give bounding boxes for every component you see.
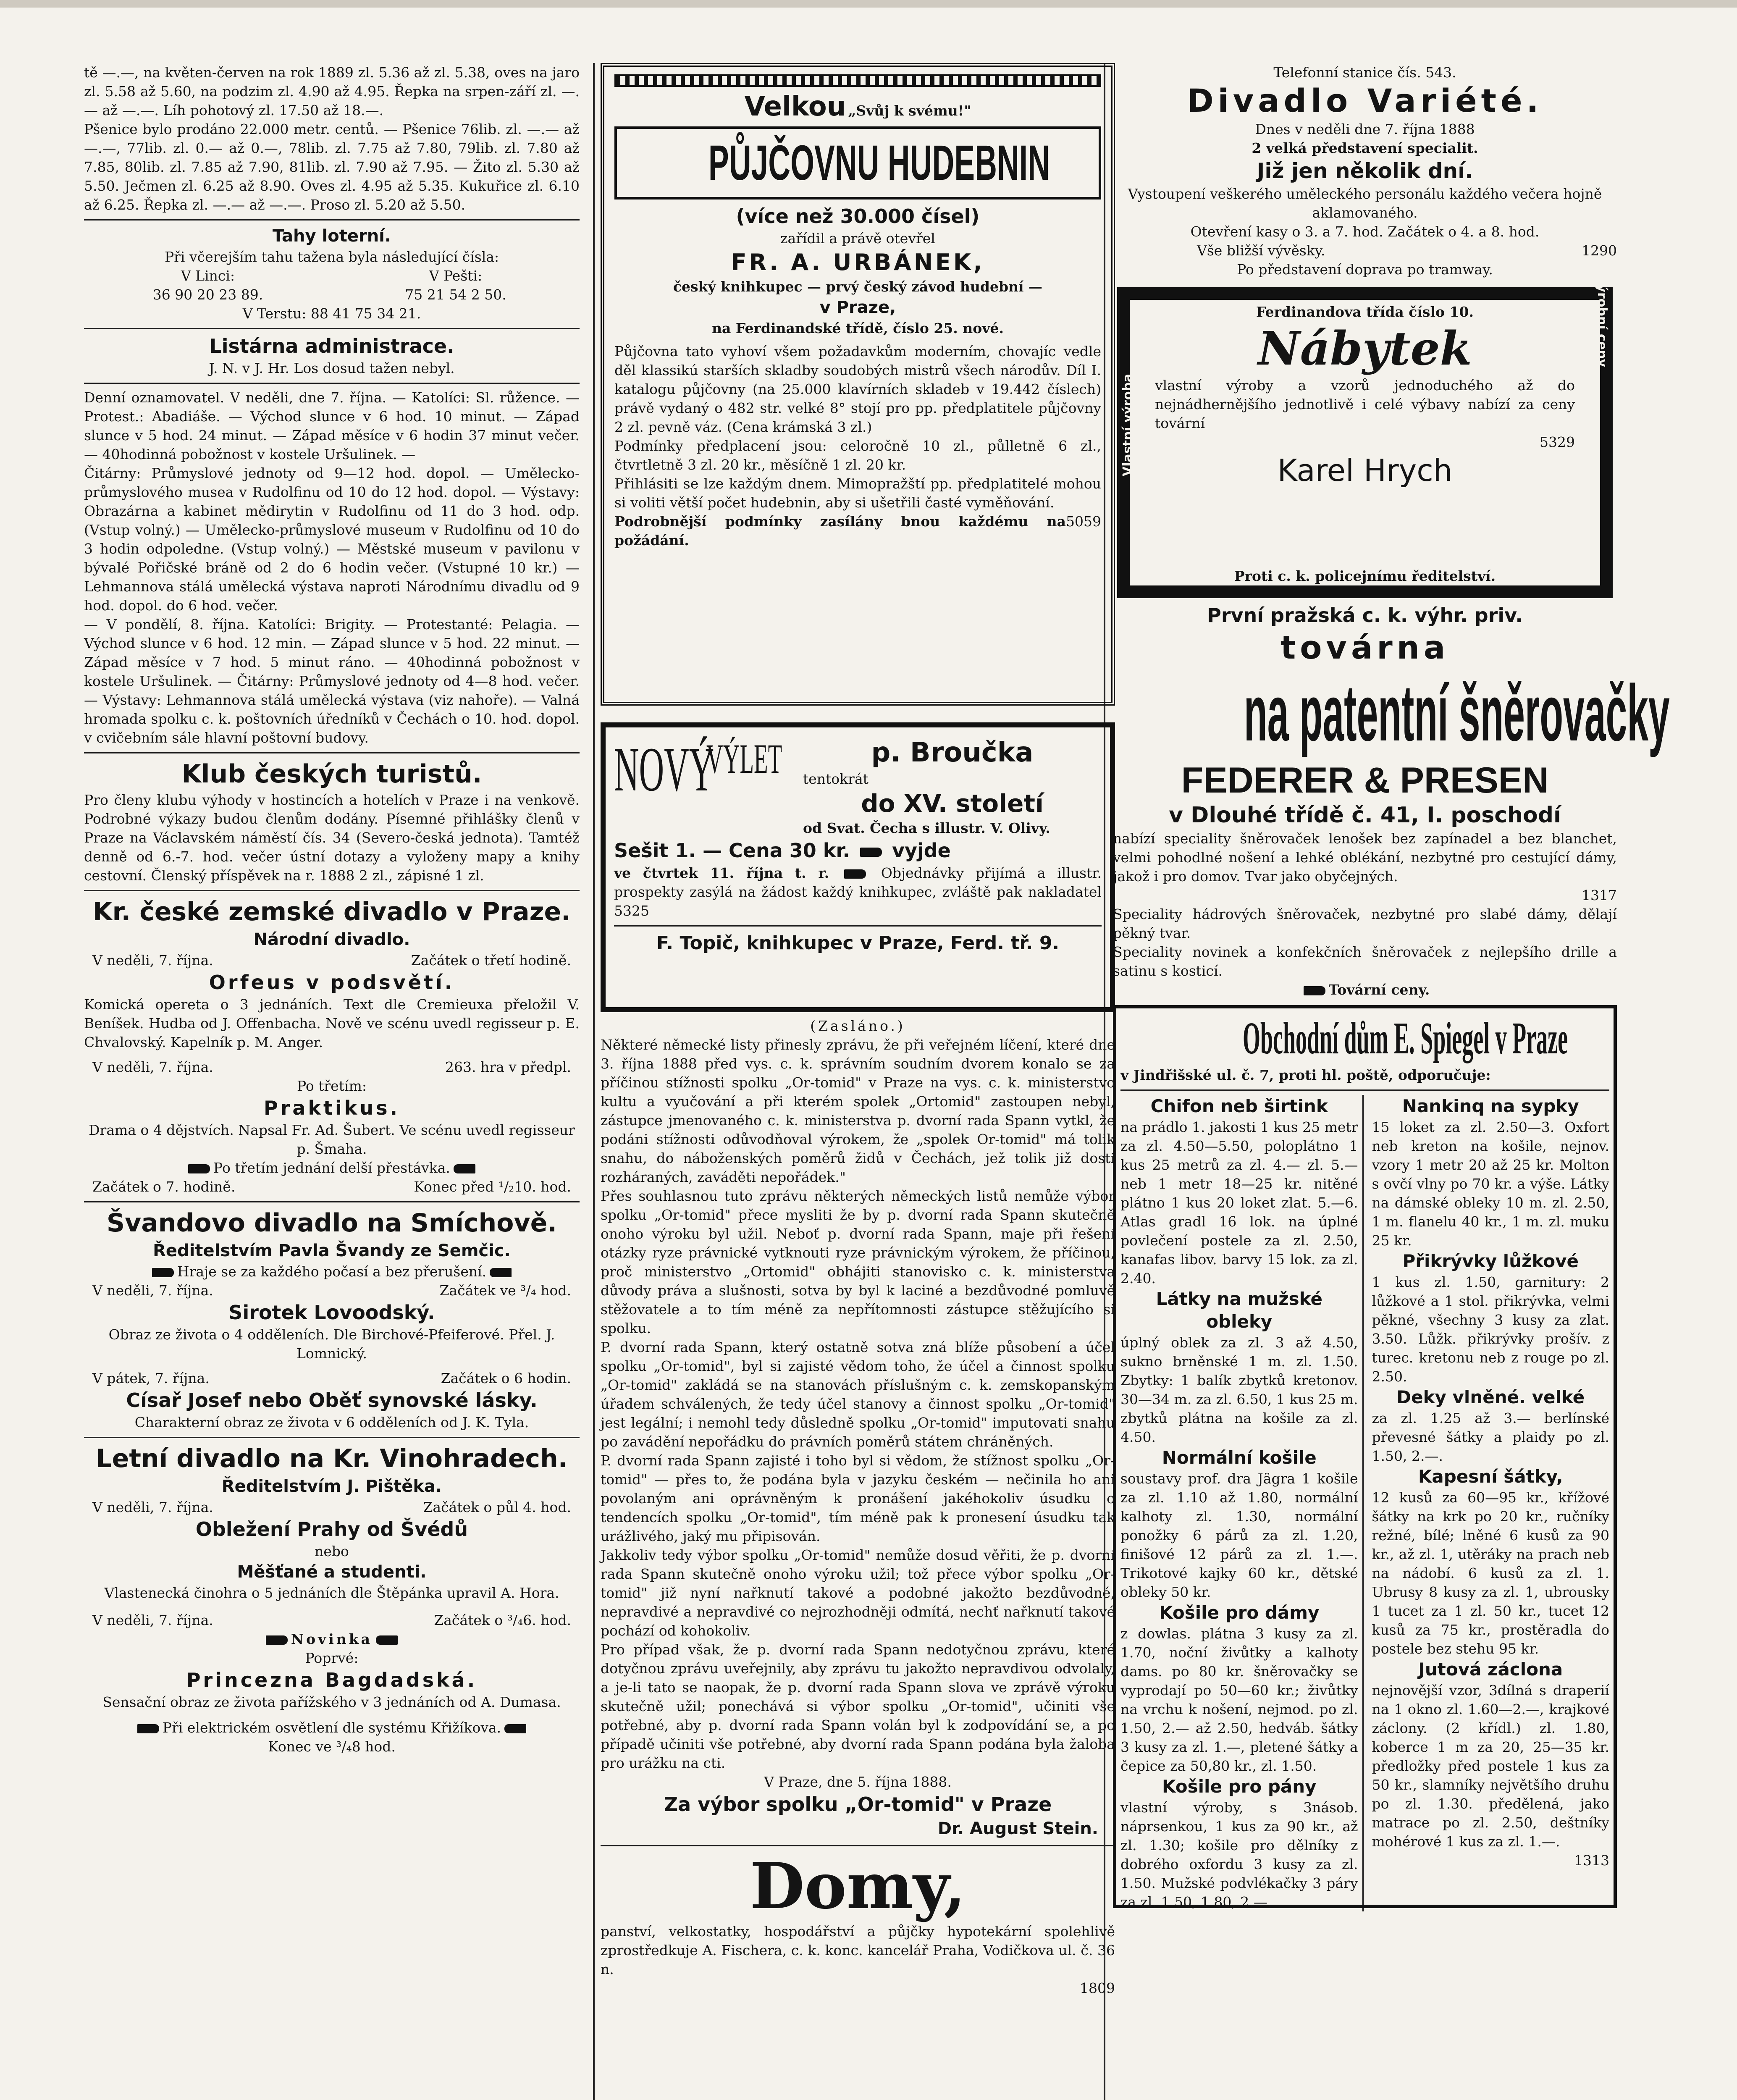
- nabytek-ad: [1117, 274, 1613, 598]
- vinohrady-schedule-2: [84, 1611, 580, 1630]
- zaslano-signed: Dr. August Stein.: [937, 1819, 1098, 1838]
- nabytek-right: Výrobní ceny: [1595, 274, 1609, 367]
- vinohrady-light-row: [84, 1718, 580, 1737]
- column-1: [84, 63, 580, 1756]
- vinohrady-schedule: [84, 1498, 580, 1517]
- theatre-times-2: [84, 1177, 580, 1196]
- divider: [1120, 1089, 1609, 1091]
- nabytek-inner-border: [1130, 300, 1600, 585]
- zaslano-para: Jakkoliv tedy výbor spolku „Or-tomid" nemůže dosud věřiti, že p. dvorní rada Spann skutečně onoho výroku užil; tož přece výbor spolku „Or-tomid" již nyní nařknutí takové a podobné jakožto bezdůvodné, nepravdivé a nepravdivé co nejrozhodněji odmítá, nechť nařknutí takové pochází od kohokoliv.: [601, 1547, 1115, 1639]
- svanda-weather-row: [84, 1262, 580, 1281]
- svanda-start-2: Začátek o 6 hodin.: [441, 1370, 571, 1386]
- theatre-schedule-2: [84, 1058, 580, 1076]
- theatre-schedule: [84, 951, 580, 970]
- daily-notice: Čitárny: Průmyslové jednoty od 9—12 hod. dopol. — Umělecko-průmyslového musea v Rudolfinu od 10 do 12 hod. dopol. — Výstavy: Obrazárna a kabinet mědirytin v Rudolfinu od 11 do 3 hod. odp. (Vstup volný.) — Umělecko-průmyslové museum v Rudolfinu od 10 do 3 hodin odpoledne. (Vstup volný.) — Městské museum v pavilonu v bývalé Pořičské bráně od 2 do 6 hodin večer. (Vstupné 10 kr.) — Lehmannova stálá umělecká výstava naproti Národnímu divadlu od 9 hod. dopol. do 6 hod. večer.: [84, 465, 580, 614]
- tourists-title: Klub českých turistů.: [181, 759, 482, 789]
- hudebnin-owner: FR. A. URBÁNEK,: [731, 249, 985, 276]
- theatre-start-2: Začátek o 7. hodině.: [92, 1179, 236, 1195]
- federer-tovarna: továrna: [1280, 629, 1450, 666]
- spiegel-offer-heading: Jutová záclona: [1418, 1659, 1563, 1680]
- federer-text: nabízí speciality šněrovaček lenošek bez zapínadel a bez blanchet, velmi pohodlné nošení a lehké oblékání, nezbytné pro cestující dámy, jakož i pro domov. Tvar jako obyčejných.: [1113, 830, 1617, 885]
- spiegel-offer-text: na prádlo 1. jakosti 1 kus 25 metr za zl. 4.50—5.50, poloplátno 1 kus 25 metrů za zl. 4.— zl. 5.— neb 1 metr 18—25 kr. nitěné plátno 1 kus 20 loket zlat. 5.—6. Atlas gradl 16 lok. na úplné povlečení postele za zl. 2.50, kanafas libov. barvy 15 lok. za zl. 2.40.: [1120, 1119, 1358, 1286]
- vinohrady-desc: Vlastenecká činohra o 5 jednáních dle Štěpánka upravil A. Hora.: [104, 1585, 559, 1601]
- svanda-director: Ředitelstvím Pavla Švandy ze Semčic.: [153, 1241, 511, 1260]
- spiegel-offer-heading: Kapesní šátky,: [1418, 1466, 1563, 1487]
- column-rule-left: [593, 63, 595, 2100]
- daily-notice: — V pondělí, 8. října. Katolíci: Brigity. — Protestanté: Pelagia. — Východ slunce v 6 hod. 12 min. — Západ slunce v 5 hod. 22 minut. — Západ měsíce v 7 hod. 5 minut ráno. — 40hodinná pobožnost v kostele Uršulinek. — Čitárny: Průmyslové jednoty od 4—8 hod. večer. — Výstavy: Lehmannova stálá umělecká výstava (viz nahoře). — Valná hromada spolku c. k. poštovních úředníků v Čechách o 10. hod. dopol. v cvičebním sále hlavní poštovní budovy.: [84, 616, 580, 746]
- spiegel-addr: v Jindřišské ul. č. 7, proti hl. poště, odporučuje:: [1120, 1067, 1491, 1083]
- hudebnin-detail: Podrobnější podmínky zasílány bnou každému na požádání.: [614, 513, 1066, 549]
- hudebnin-count: (více než 30.000 čísel): [736, 205, 980, 228]
- vinohrady-play-b: Měšťané a studenti.: [237, 1562, 427, 1582]
- hudebnin-title-box: [614, 126, 1101, 200]
- federer-firm: FEDERER & PRESEN: [1181, 760, 1549, 801]
- zaslano-place: V Praze, dne 5. října 1888.: [764, 1774, 952, 1790]
- divider: [601, 1845, 1115, 1846]
- theatre-pause-text: Po třetím jednání delší přestávka.: [213, 1160, 450, 1176]
- federer-addr: v Dlouhé třídě č. 41, I. poschodí: [1169, 803, 1561, 828]
- vinohrady-first: Poprvé:: [305, 1650, 359, 1666]
- svanda-desc-2: Charakterní obraz ze života v 6 odděleních od J. K. Tyla.: [134, 1414, 529, 1431]
- hudebnin-num: 5059: [1066, 513, 1101, 530]
- variete-more-row: [1113, 241, 1617, 260]
- spiegel-offer-text: vlastní výroby, s 3násob. náprsenkou, 1 kus za 90 kr., až zl. 1.30; košile pro dělníky z dobrého oxfordu 3 kusy za zl. 1.50. Mužské podvlékačky 3 páry za zl. 1.50, 1.80, 2.—.: [1120, 1799, 1358, 1910]
- pointing-hand-icon: [504, 1724, 526, 1733]
- spiegel-offer-text: soustavy prof. dra Jägra 1 košile za zl. 1.10 až 1.80, normální kalhoty zl. 1.30, normální ponožky 6 párů za zl. 1.20, finišové 12 párů za zl. 1.—. Trikotové kajky 60 kr., dětské obleky 50 kr.: [1120, 1470, 1358, 1600]
- spiegel-offers: [1120, 1095, 1609, 1911]
- pointing-hand-icon: [844, 869, 866, 879]
- pointing-hand-icon: [1304, 986, 1325, 995]
- variete-phone: Telefonní stanice čís. 543.: [1273, 64, 1456, 81]
- broucek-publisher: F. Topič, knihkupec v Praze, Ferd. tř. 9.: [656, 932, 1060, 954]
- broucek-right: [803, 736, 1102, 837]
- svanda-desc: Obraz ze života o 4 odděleních. Dle Birchové-Pfeiferové. Přel. J. Lomnický.: [108, 1326, 555, 1362]
- federer-spec: Speciality hádrových šněrovaček, nezbytné pro slabé dámy, dělají pěkný tvar.: [1113, 906, 1617, 941]
- federer-prices-row: [1113, 980, 1617, 999]
- svanda-day: V neděli, 7. října.: [92, 1282, 213, 1299]
- hudebnin-city: v Praze,: [819, 298, 896, 317]
- nabytek-title: Nábytek: [1258, 321, 1472, 375]
- page-edge: [0, 0, 1737, 8]
- divider: [84, 1437, 580, 1438]
- theatre-desc-2: Drama o 4 dějstvích. Napsal Fr. Ad. Šubert. Ve scénu uvedl regisseur p. Šmaha.: [89, 1122, 575, 1157]
- theatre-subtitle: Národní divadlo.: [253, 930, 410, 949]
- pointing-hand-icon: [137, 1724, 159, 1733]
- tourists-text: Pro členy klubu výhody v hostincích a hotelích v Praze i na venkově. Podrobné výkazy budou členům dodány. Písemné přihlášky členů v Praze na Václavském náměstí čís. 34 (Severo-česká jednota). Tamtéž denně od 6.-7. hod. večer ústní dotazy a vyloženy mapy a knihy cestovní. Členský příspěvek na r. 1888 2 zl., zápisné 1 zl.: [84, 792, 580, 884]
- broucek-date-row: [614, 864, 1102, 920]
- domy-title: Domy,: [750, 1849, 966, 1923]
- variete-two: 2 velká představení specialit.: [1252, 140, 1478, 156]
- hudebnin-sign: Přihlásiti se lze každým dnem. Mimopražští pp. předplatitelé mohou si voliti větší počet hudebnin, aby si ušetřili časté vyměňování.: [614, 475, 1101, 511]
- federer-spec-2: Speciality novinek a konfekčních šněrovaček z nejlepšího drille a satinu s kosticí.: [1113, 944, 1617, 979]
- pointing-hand-icon: [152, 1268, 174, 1277]
- nabytek-name: Karel Hrych: [1277, 453, 1453, 488]
- domy-num: 1809: [1080, 1980, 1115, 1996]
- zaslano-para: Pro případ však, že p. dvorní rada Spann nedotyčnou zprávu, které dotyčnou zprávu uveřejnily, aby zprávu tu jakožto nepravdivou odvolaly, a je-li tato se naopak, že p. dvorní rada Spann slova ve zprávě výroku skutečně užil; ponechává si výbor spolku „Or-tomid", učiniti vše potřebné, aby p. dvorní rada Spann volán byl k zodpovídání se, a po případě učiniti vše potřebné, aby dvorní rada Spann podána byla žaloba pro urážku na cti.: [601, 1641, 1115, 1771]
- hudebnin-terms: Podmínky předplacení jsou: celoročně 10 zl., půlletně 6 zl., čtvrtletně 3 zl. 20 kr., měsíčně 1 zl. 20 kr.: [614, 438, 1101, 473]
- spiegel-offer-text: 1 kus zl. 1.50, garnitury: 2 lůžkové a 1 stol. přikrývka, velmi pěkné, všechny 3 kusy za zlat. 3.50. Lůžk. přikrývky prošív. z turec. kretonu neb z rouge po zl. 2.50.: [1372, 1274, 1609, 1385]
- hudebnin-motto: „Svůj k svému!": [848, 102, 971, 119]
- divider: [84, 1201, 580, 1202]
- spiegel-offer-heading: Chifon neb širtink: [1150, 1096, 1328, 1116]
- zaslano-title: (Zasláno.): [810, 1018, 905, 1034]
- spiegel-offer-text: nejnovější vzor, 3dílná s draperií na 1 okno zl. 1.60—2.—, krajkové záclony. (2 křídl.) zl. 1.80, koberce 1 m za 20, 25—35 kr. předložky před postele 1 kus za 50 kr., slamníky největšího druhu po zl. 1.30. předělená, jako matrace po zl. 2.50, deštníky mohérové 1 kus za zl. 1.—.: [1372, 1682, 1609, 1850]
- variete-text: Vystoupení veškerého uměleckého personálu každého večera hojně aklamovaného.: [1128, 186, 1602, 221]
- svanda-weather: Hraje se za každého počasí a bez přerušení.: [177, 1263, 487, 1280]
- hudebnin-addr: na Ferdinandské třídě, číslo 25. nové.: [712, 320, 1004, 336]
- hudebnin-footer: [614, 512, 1101, 550]
- hudebnin-title: PŮJČOVNU HUDEBNIN: [708, 135, 1050, 191]
- vinohrady-director: Ředitelstvím J. Pištěka.: [221, 1477, 442, 1496]
- domy-text: panství, velkostatky, hospodářství a půjčky hypotekární spolehlivě zprostředkuje A. Fischera, c. k. konc. kancelář Praha, Vodičkova ul. č. 36 n.: [601, 1923, 1115, 1977]
- nabytek-left: Vlastní výroba: [1120, 373, 1135, 476]
- lottery-table: [84, 266, 580, 304]
- spiegel-title-box: [1120, 1012, 1609, 1066]
- variete-more: Vše bližší vývěsky.: [1197, 242, 1325, 259]
- theatre-third: Po třetím:: [296, 1078, 367, 1094]
- spiegel-offer-text: za zl. 1.25 až 3.— berlínské převesné šátky a plaidy po zl. 1.50, 2.—.: [1372, 1410, 1609, 1464]
- spiegel-offer-text: 15 loket za zl. 2.50—3. Oxfort neb kreton na košile, nejnov. vzory 1 metr 20 až 25 kr. Molton s ovčí vlny po 70 kr. a výše. Látky na dámské obleky 10 m. zl. 2.50, 1 m. flanelu 40 kr., 1 m. zl. muku 25 kr.: [1372, 1119, 1609, 1249]
- variete-hours: Otevření kasy o 3. a 7. hod. Začátek o 4. a 8. hod.: [1190, 223, 1540, 240]
- vinohrady-novelty: Novinka: [291, 1631, 373, 1647]
- federer-prices: Tovární ceny.: [1328, 982, 1430, 998]
- variete-num: 1290: [1582, 242, 1617, 259]
- zaslano-para: Některé německé listy přinesly zprávu, že při veřejném líčení, které dne 3. října 1888 před vys. c. k. správním soudním dvorem konalo se za příčinou stížnosti spolku „Or-tomid" v Praze na vys. c. k. ministerstvo kultu a vyučování a při kterém spolek „Ortomid" zastoupen nebyl, zástupce jmenovaného c. k. ministerstva p. dvorní rada Spann vytkl, že podáni stížnosti odůvodňoval výrokem, že „spolek Or-tomid" má tolik snahu, do náboženských poměrů židů v Čechách, jež tolik již dosti rozháraných, zaváděti nepořádek.": [601, 1037, 1115, 1185]
- zaslano-for: Za výbor spolku „Or-tomid" v Praze: [664, 1793, 1052, 1816]
- broucek-title-2: VÝLET: [706, 735, 782, 782]
- variete-today: Dnes v neděli dne 7. října 1888: [1255, 121, 1475, 137]
- lottery-title: Tahy loterní.: [272, 226, 391, 246]
- mailbox-title: Listárna administrace.: [209, 335, 454, 357]
- pointing-hand-icon: [188, 1164, 210, 1173]
- zaslano-para: P. dvorní rada Spann zajisté i toho byl si vědom, že stížnost spolku „Or-tomid" — přes to, že podána byla v jazyku českém — nečinila ho ani povolaným ani oprávněným k pronášení jakéhokoliv úsudku o tendencích spolku „Or-tomid", tím méně pak k pronesení úsudku tak urážlivého, jaký mu připisován.: [601, 1452, 1115, 1544]
- spiegel-offer-heading: Košile pro pány: [1162, 1776, 1317, 1797]
- federer-big-box: [1113, 667, 1670, 759]
- broucek-orders: Objednávky přijímá a illustr. prospekty zasýlá na žádost každý knihkupec, zvláště pak nakladatel: [614, 865, 1102, 900]
- svanda-schedule-2: [84, 1369, 580, 1388]
- vinohrady-start-2: Začátek o ³/₄6. hod.: [434, 1612, 571, 1628]
- broucek-head: [614, 736, 1102, 837]
- pointing-hand-icon: [266, 1635, 288, 1645]
- svanda-day-2: V pátek, 7. října.: [92, 1370, 210, 1386]
- hudebnin-header: [614, 91, 1101, 122]
- vinohrady-light: Při elektrickém osvětlení dle systému Křižíkova.: [162, 1719, 501, 1736]
- federer-big: na patentní šněrovačky: [1244, 669, 1670, 758]
- daily-notice: Denní oznamovatel. V neděli, dne 7. října. — Katolíci: Sl. růžence. — Protest.: Abadiáše. — Východ slunce v 6 hod. 10 minut. — Západ slunce v 5 hod. 24 minut. — Západ měsíce v 6 hodin 37 minut večer. — 40hodinná pobožnost v kostele Uršulinek. —: [84, 389, 580, 462]
- federer-first: První pražská c. k. výhr. priv.: [1207, 604, 1523, 627]
- column-3: [1113, 63, 1670, 1910]
- spiegel-offer-heading: Látky na mužské obleky: [1156, 1289, 1322, 1332]
- vinohrady-day: V neděli, 7. října.: [92, 1499, 213, 1515]
- spiegel-offer-text: z dowlas. plátna 3 kusy za zl. 1.70, noční živůtky a kalhoty dams. po 80 kr. šněrovačky se vyprodají po 50—60 kr.; živůtky na vrchu k nošení, nejmod. po zl. 1.50, 2.— až 2.50, hedváb. šátky 3 kusy za zl. 1.—, pletené šátky a čepice za 50,80 kr., zl. 1.50.: [1120, 1625, 1358, 1774]
- divider: [84, 890, 580, 891]
- nabytek-num: 5329: [1540, 434, 1575, 450]
- broucek-title-3: p. Broučka: [871, 737, 1034, 768]
- broucek-tentokrat: tentokrát: [803, 771, 868, 787]
- broucek-century: do XV. století: [861, 789, 1044, 818]
- broucek-title-1: NOVÝ: [614, 735, 714, 804]
- mailbox-text: J. N. v J. Hr. Los dosud tažen nebyl.: [209, 360, 455, 376]
- vinohrady-end: Konec ve ³/₄8 hod.: [268, 1738, 396, 1755]
- vinohrady-day-2: V neděli, 7. října.: [92, 1612, 213, 1628]
- theatre-pause: [84, 1158, 580, 1177]
- nabytek-top: Ferdinandova třída číslo 10.: [1256, 304, 1474, 320]
- lottery-pest-numbers: 75 21 54 2 50.: [405, 286, 506, 303]
- vinohrady-start: Začátek o půl 4. hod.: [423, 1499, 571, 1515]
- svanda-play: Sirotek Lovoodský.: [228, 1301, 435, 1324]
- spiegel-offer-heading: Přikrývky lůžkové: [1402, 1251, 1579, 1271]
- vinohrady-or: nebo: [315, 1543, 349, 1559]
- theatre-perf: 263. hra v předpl.: [445, 1059, 571, 1075]
- theatre-end-2: Konec před ¹/₂10. hod.: [414, 1179, 571, 1195]
- theatre-start: Začátek o třetí hodině.: [411, 952, 571, 969]
- pointing-hand-icon: [454, 1164, 475, 1173]
- theatre-desc: Komická opereta o 3 jednáních. Text dle Cremieuxa přeložil V. Beníšek. Hudba od J. Offenbacha. Nově ve scénu uvedl regisseur p. E. Chvalovský. Kapelník p. M. Anger.: [84, 996, 580, 1050]
- spiegel-ad: [1113, 1005, 1617, 1908]
- divider: [84, 752, 580, 753]
- spiegel-offer-heading: Deky vlněné. velké: [1396, 1387, 1585, 1407]
- divider: [84, 383, 580, 384]
- pointing-hand-icon: [376, 1635, 398, 1645]
- variete-few: Již jen několik dní.: [1257, 159, 1473, 183]
- zaslano-para: Přes souhlasnou tuto zprávu některých německých listů nemůže výbor spolku „Or-tomid" přece mysliti že by p. dvorní rada Spann skutečně onoho výroku byl užil. Neboť p. dvorní rada Spann, maje při řešení otázky ryze právnické vytknouti ryze právnickým výrokem, že příčinou, proč ministerstvo „Ortomid" obhájiti stanovisko c. k. ministerstva důvody práva a slušnosti, sotva by byl k laciné a bezdůvodné pomluvě stěžovatele a to tím méně za nepřítomnosti zástupce stěžujícího si spolku.: [601, 1188, 1115, 1336]
- broucek-date: ve čtvrtek 11. října t. r.: [614, 865, 829, 881]
- column-2: [601, 63, 1115, 1998]
- spiegel-left-column: [1120, 1095, 1364, 1911]
- vinohrady-play-2: Princezna Bagdadská.: [186, 1669, 478, 1691]
- lottery-trieste: V Terstu: 88 41 75 34 21.: [242, 305, 421, 322]
- divider: [84, 328, 580, 329]
- broucek-author: od Svat. Čecha s illustr. V. Olivy.: [803, 820, 1050, 836]
- broucek-num: 5325: [614, 903, 649, 919]
- lottery-pest-label: V Pešti:: [429, 268, 483, 284]
- hudebnin-opened: zařídil a právě otevřel: [780, 230, 935, 247]
- theatre-day-2: V neděli, 7. října.: [92, 1059, 213, 1075]
- nabytek-text: vlastní výroby a vzorů jednoduchého až do nejnádhernějšího jednotlivě i celé výbavy nabízí za ceny tovární: [1155, 377, 1575, 431]
- theatre-play: Orfeus v podsvětí.: [209, 971, 455, 994]
- zaslano-para: P. dvorní rada Spann, který ostatně sotva zná blíže působení a účel spolku „Or-tomid", byl si zajisté vědom toho, že účel a činnost spolku „Or-tomid" zakládá se na stanovách příslušným c. k. zemskopanským úřadem schválených, že tedy účel stanovy a činnost spolku „Or-tomid" jest legální; i nemohl tedy důsledně spolku „Or-tomid" imputovati snahu po zavádění nepořádku do právních poměrů státem chráněných.: [601, 1339, 1115, 1450]
- vinohrady-title: Letní divadlo na Kr. Vinohradech.: [96, 1444, 568, 1473]
- market-report: Pšenice bylo prodáno 22.000 metr. centů. — Pšenice 76lib. zl. —.— až —.—, 77lib. zl. 0.— až 0.—, 78lib. zl. 7.75 až 7.80, 79lib. zl. 7.80 až 7.85, 80lib. zl. 7.85 až 7.90, 81lib. zl. 7.90 až 7.95. — Žito zl. 5.30 až 5.50. Ječmen zl. 6.25 až 8.90. Oves zl. 4.95 až 5.35. Kukuřice zl. 6.10 až 6.25. Řepka zl. —.— až —.—. Proso zl. 5.20 až 5.50.: [84, 121, 580, 213]
- pointing-hand-icon: [860, 848, 882, 857]
- variete-tram: Po představení doprava po tramway.: [1237, 261, 1493, 278]
- vinohrady-play: Obležení Prahy od Švédů: [195, 1518, 468, 1541]
- hudebnin-body: Půjčovna tato vyhoví všem požadavkům moderním, chovajíc vedle děl klassikú starších skladby soudobých mistrů všech národův. Díl I. katalogu půjčovny (na 25.000 klavírních skladeb v 19.442 číslech) právě vydaný o 482 str. velké 8° stojí pro pp. předplatitele půjčovny 2 zl. pevně váz. (Cena krámská 3 zl.): [614, 343, 1101, 435]
- theatre-play-2: Praktikus.: [264, 1097, 400, 1119]
- variete-title: Divadlo Variété.: [1187, 82, 1543, 119]
- vinohrady-novelty-row: [84, 1630, 580, 1648]
- spiegel-right-column: [1372, 1095, 1610, 1911]
- spiegel-offer-heading: Nankinq na sypky: [1402, 1096, 1579, 1116]
- broucek-ad: [601, 722, 1115, 1012]
- ornament-border: [614, 74, 1101, 87]
- lottery-intro: Při včerejším tahu tažena byla následující čísla:: [164, 249, 499, 265]
- spiegel-offer-heading: Normální košile: [1162, 1447, 1317, 1468]
- theatre-title: Kr. české zemské divadlo v Praze.: [93, 897, 571, 927]
- theatre-day: V neděli, 7. října.: [92, 952, 213, 969]
- divider: [614, 925, 1102, 927]
- hudebnin-desc: český knihkupec — prvý český závod hudební —: [673, 278, 1043, 295]
- divider: [84, 219, 580, 220]
- spiegel-offer-text: úplný oblek za zl. 3 až 4.50, sukno brněnské 1 m. zl. 1.50. Zbytky: 1 balík zbytků kretonov. 30—34 m. za zl. 6.50, 1 kus 25 m. zbytků plátna na košile za zl. 4.50.: [1120, 1334, 1358, 1445]
- spiegel-offer-text: 12 kusů za 60—95 kr., křížové šátky na krk po 20 kr., ručníky režné, bílé; lněné 6 kusů za 90 kr., až zl. 1, utěráky na prach neb na nádobí. 6 kusů za zl. 1. Ubrusy 8 kusy za zl. 1, ubrousky 1 tucet za 1 zl. 50 kr., tucet 12 kusů za 75 kr., prostěradla do postele bez stehu 95 kr.: [1372, 1489, 1609, 1657]
- hudebnin-ad: [601, 63, 1115, 706]
- spiegel-num: 1313: [1574, 1852, 1609, 1869]
- svanda-start: Začátek ve ³/₄ hod.: [439, 1282, 571, 1299]
- lottery-linz-label: V Linci:: [181, 268, 235, 284]
- spiegel-title: Obchodní dům E. Spiegel v Praze: [1243, 1013, 1568, 1063]
- federer-num: 1317: [1582, 887, 1617, 903]
- svanda-schedule: [84, 1281, 580, 1300]
- svanda-play-2: Císař Josef nebo Oběť synovské lásky.: [126, 1389, 538, 1412]
- lottery-linz-numbers: 36 90 20 23 89.: [152, 286, 263, 303]
- market-report: tě —.—, na květen-červen na rok 1889 zl. 5.36 až zl. 5.38, oves na jaro zl. 5.58 až 5.60, na podzim zl. 4.90 až 4.95. Řepka na srpen-září zl. —.— až —.—. Líh pohotový zl. 17.50 až 18.—.: [84, 64, 580, 118]
- broucek-issue-row: [614, 837, 1102, 864]
- broucek-issue: Sešit 1. — Cena 30 kr.: [614, 839, 850, 862]
- svanda-title: Švandovo divadlo na Smíchově.: [106, 1208, 557, 1238]
- nabytek-bottom: Proti c. k. policejnímu ředitelství.: [1130, 567, 1600, 585]
- broucek-out: vyjde: [892, 839, 951, 862]
- spiegel-offer-heading: Košile pro dámy: [1159, 1602, 1320, 1623]
- vinohrady-desc-2: Sensační obraz ze života pařížského v 3 jednáních od A. Dumasa.: [102, 1694, 561, 1710]
- hudebnin-big: Velkou: [744, 91, 846, 122]
- pointing-hand-icon: [490, 1268, 512, 1277]
